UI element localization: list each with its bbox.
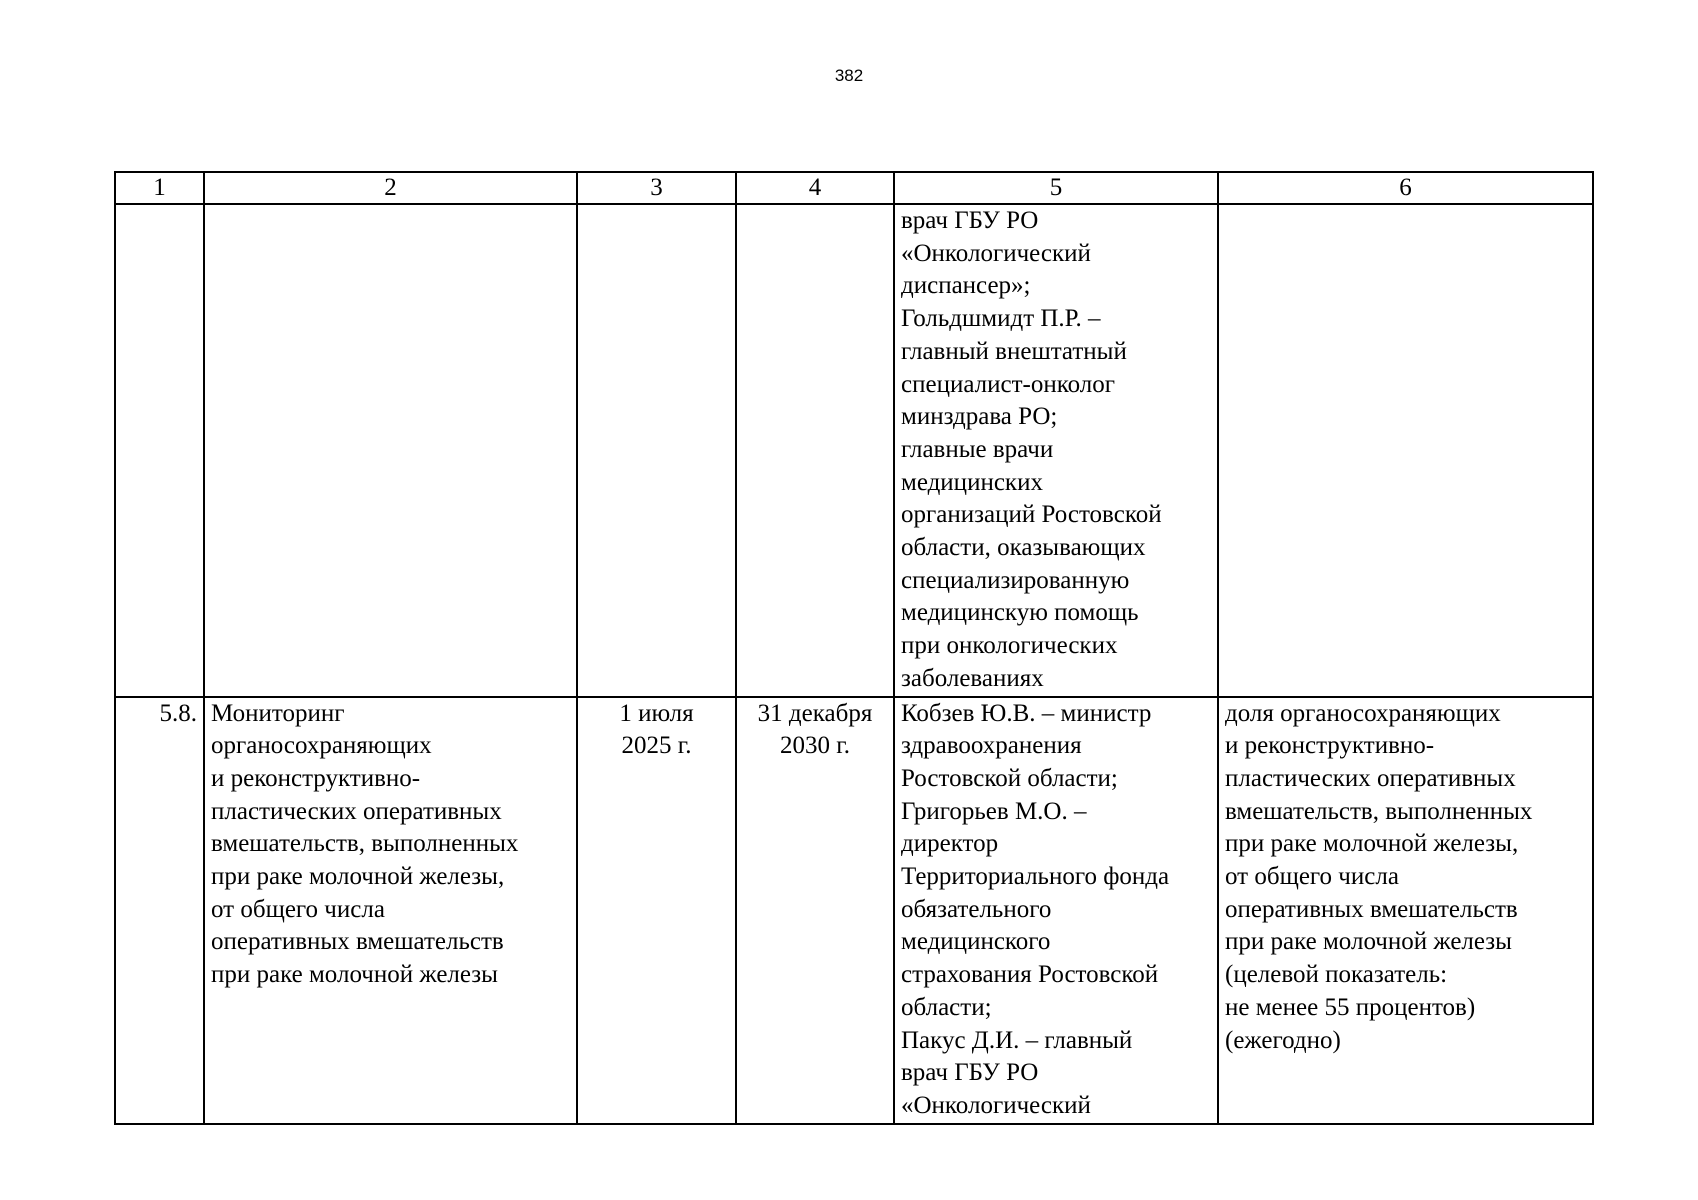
text-line: обязательного [901,895,1052,923]
text-line: при раке молочной железы, [1225,830,1519,858]
column-header-4: 4 [736,172,894,204]
continuation-cell-description [204,204,577,697]
column-header-6: 6 [1218,172,1593,204]
text-line: врач ГБУ РО [901,207,1039,234]
text-line: при онкологических [901,632,1118,660]
text-line: врач ГБУ РО [901,1059,1039,1087]
text-line: и реконструктивно- [1225,732,1435,760]
continuation-cell-responsible [894,204,1218,697]
text-line: Территориального фонда [901,863,1170,891]
text-line: директор [901,830,999,858]
text-line: пластических оперативных [211,797,502,825]
text-line: специалист-онколог [901,370,1116,398]
text-line: 2025 г. [621,732,692,760]
continuation-cell-result [1218,204,1593,697]
row-description [204,697,577,1124]
text-line: главный внештатный [901,337,1127,365]
text-line: и реконструктивно- [211,764,421,792]
continuation-cell-start [577,204,736,697]
text-line: Мониторинг [211,699,345,727]
text-line: организаций Ростовской [901,501,1162,529]
text-line: не менее 55 процентов) [1225,993,1476,1021]
text-line: 31 декабря [757,699,873,727]
text-line: оперативных вмешательств [1225,895,1518,923]
text-line: «Онкологический [901,1091,1091,1119]
column-header-2: 2 [204,172,577,204]
text-line: (целевой показатель: [1225,961,1448,989]
text-line: «Онкологический [901,239,1091,267]
text-line: специализированную [901,566,1130,594]
continuation-cell-end [736,204,894,697]
plan-table [114,171,1594,1125]
row-number: 5.8. [115,697,204,1124]
text-line: оперативных вмешательств [211,928,504,956]
text-line: вмешательств, выполненных [1225,797,1533,825]
text-line: страхования Ростовской [901,961,1159,989]
text-line: медицинского [901,928,1051,956]
column-header-5: 5 [894,172,1218,204]
text-line: области, оказывающих [901,534,1146,562]
continuation-cell-number [115,204,204,697]
text-line: (ежегодно) [1225,1026,1341,1054]
text-line: при раке молочной железы [1225,928,1512,956]
text-line: от общего числа [1225,863,1399,891]
table-header-row [115,172,1593,204]
text-line: Кобзев Ю.В. – министр [901,699,1152,727]
text-line: минздрава РО; [901,403,1058,431]
continuation-row [115,204,1593,697]
text-line: диспансер»; [901,272,1031,300]
text-line: при раке молочной железы, [211,863,505,891]
text-line: 1 июля [619,699,694,727]
text-line: Пакус Д.И. – главный [901,1026,1133,1054]
text-line: здравоохранения [901,732,1082,760]
text-line: Григорьев М.О. – [901,797,1087,825]
text-line: главные врачи [901,435,1054,463]
row-end-date [736,697,894,1124]
text-line: 2030 г. [780,732,850,760]
text-line: пластических оперативных [1225,764,1516,792]
row-responsible [894,697,1218,1124]
text-line: заболеваниях [901,664,1044,692]
text-line: медицинскую помощь [901,599,1139,627]
text-line: органосохраняющих [211,732,432,760]
row-start-date [577,697,736,1124]
text-line: медицинских [901,468,1043,496]
page-number: 382 [834,66,864,85]
text-line: Ростовской области; [901,764,1118,792]
row-result [1218,697,1593,1124]
text-line: Гольдшмидт П.Р. – [901,305,1101,333]
text-line: при раке молочной железы [211,961,498,989]
text-line: вмешательств, выполненных [211,830,519,858]
column-header-1: 1 [115,172,204,204]
text-line: от общего числа [211,895,385,923]
column-header-3: 3 [577,172,736,204]
table-row-5-8 [115,697,1593,1124]
text-line: доля органосохраняющих [1225,699,1501,727]
text-line: области; [901,993,992,1021]
